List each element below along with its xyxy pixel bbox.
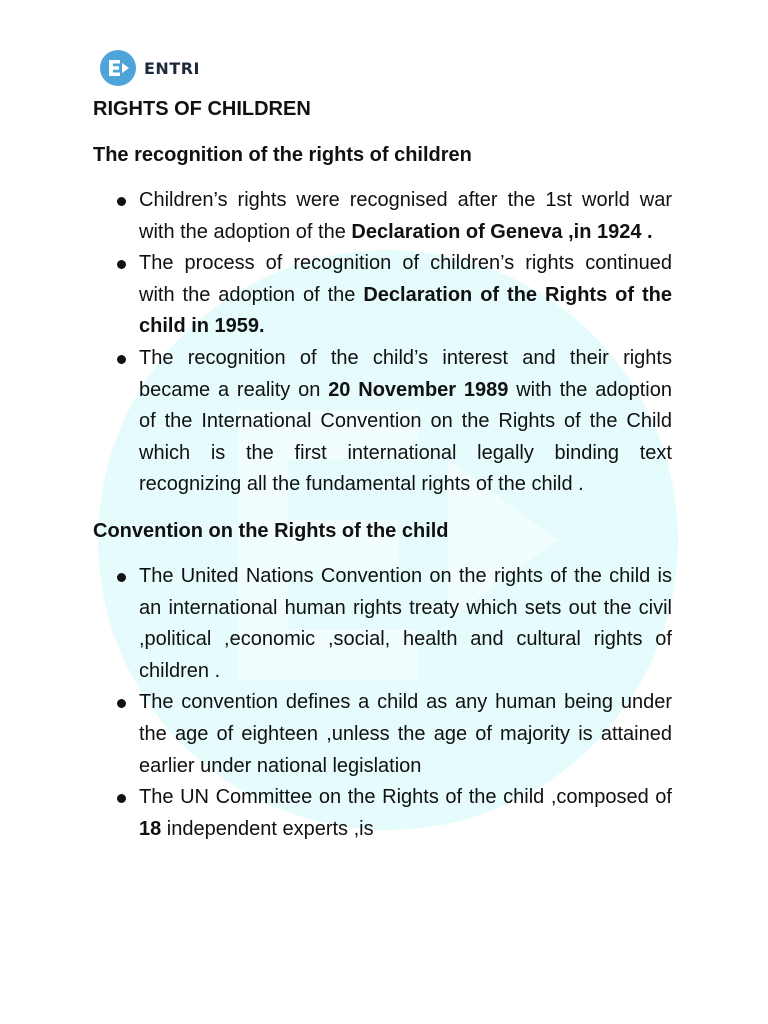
bullet-list — [93, 561, 672, 845]
list-item — [93, 687, 672, 782]
bullet-dot-icon — [117, 794, 126, 803]
bullet-dot-icon — [117, 197, 126, 206]
bullet-dot-icon — [117, 699, 126, 708]
brand-header — [100, 50, 200, 86]
body-text: The recognition of the child’s interest and their rights became a reality on — [139, 346, 672, 401]
body-text: The process of recognition of children’s rights continued with the adoption of the — [139, 252, 672, 306]
bullet-dot-icon — [117, 260, 126, 269]
bullet-dot-icon — [117, 573, 126, 582]
list-item — [93, 185, 672, 248]
body-text: with the adoption of the International Convention on the Rights of the Child which is the first international legally binding text recognizing all the fundamental rights of the child . — [139, 378, 672, 496]
bold-text: Declaration of the Rights of the child in 1959. — [139, 283, 672, 338]
bullet-list — [93, 185, 672, 501]
bullet-dot-icon — [117, 355, 126, 364]
bold-text: 18 — [139, 817, 162, 840]
body-text: The United Nations Convention on the rights of the child is an international human rights treaty which sets out the civil ,political ,economic ,social, health and cultural rights of children . — [139, 564, 672, 682]
list-item — [93, 561, 672, 687]
list-item — [93, 343, 672, 501]
body-text: Children’s rights were recognised after the 1st world war with the adoption of the — [139, 189, 672, 243]
brand-name: ENTRI — [144, 58, 201, 78]
section-heading: Convention on the Rights of the child — [93, 519, 449, 542]
entri-logo-icon — [100, 50, 136, 86]
body-text: independent experts ,is — [161, 817, 374, 840]
list-item — [93, 248, 672, 343]
section-heading: The recognition of the rights of children — [93, 144, 472, 166]
list-item — [93, 782, 672, 845]
document-content — [93, 93, 672, 845]
bold-text: Declaration of Geneva ,in 1924 . — [351, 220, 653, 243]
body-text: The UN Committee on the Rights of the child ,composed of — [139, 786, 672, 809]
body-text: The convention defines a child as any human being under the age of eighteen ,unless the age of majority is attained earlier under national legislation — [139, 691, 672, 777]
bold-text: 20 November 1989 — [328, 378, 509, 401]
document-title: RIGHTS OF CHILDREN — [93, 98, 311, 120]
